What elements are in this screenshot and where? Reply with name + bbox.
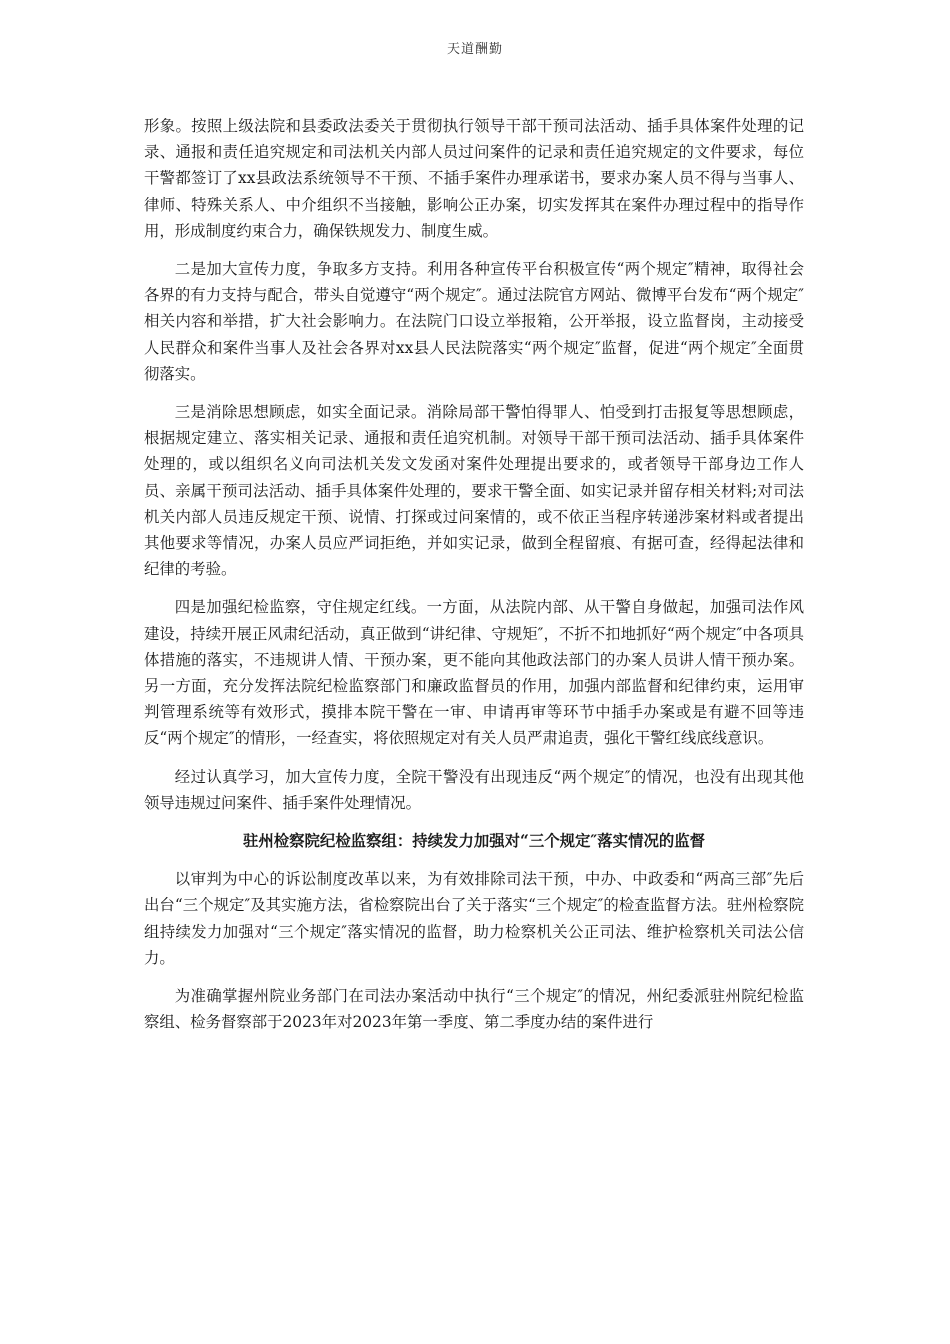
paragraph-recording: 三是消除思想顾虑，如实全面记录。消除局部干警怕得罪人、怕受到打击报复等思想顾虑，根据规定建立、落实相关记录、通报和责任追究机制。对领导干部干预司法活动、插手具体案件处理的，或以组织名义向司法机关发文发函对案件处理提出要求的，或者领导干部身边工作人员、亲属干预司法活动、插手具体案件处理的，要求干警全面、如实记录并留存相关材料;对司法机关内部人员违反规定干预、说情、打探或过问案情的，或不依正当程序转递涉案材料或者提出其他要求等情况，办案人员应严词拒绝，并如实记录，做到全程留痕、有据可查，经得起法律和纪律的考验。 <box>144 403 804 579</box>
paragraph-publicity: 二是加大宣传力度，争取多方支持。利用各种宣传平台积极宣传“两个规定″精神，取得社会各界的有力支持与配合，带头自觉遵守“两个规定″。通过法院官方网站、微博平台发布“两个规定″相关内容和举措，扩大社会影响力。在法院门口设立举报箱，公开举报，设立监督岗，主动接受人民群众和案件当事人及社会各界对xx县人民法院落实“两个规定″监督，促进“两个规定″全面贯彻落实。 <box>144 260 804 383</box>
paragraph-continuation: 形象。按照上级法院和县委政法委关于贯彻执行领导干部干预司法活动、插手具体案件处理的记录、通报和责任追究规定和司法机关内部人员过问案件的记录和责任追究规定的文件要求，每位干警都签订了xx县政法系统领导不干预、不插手案件办理承诺书，要求办案人员不得与当事人、律师、特殊关系人、中介组织不当接触，影响公正办案，切实发挥其在案件办理过程中的指导作用，形成制度约束合力，确保铁规发力、制度生威。 <box>144 117 804 240</box>
paragraph-discipline: 四是加强纪检监察，守住规定红线。一方面，从法院内部、从干警自身做起，加强司法作风建设，持续开展正风肃纪活动，真正做到“讲纪律、守规矩″，不折不扣地抓好“两个规定″中各项具体措施的落实，不违规讲人情、干预办案，更不能向其他政法部门的办案人员讲人情干预办案。另一方面，充分发挥法院纪检监察部门和廉政监督员的作用，加强内部监督和纪律约束，运用审判管理系统等有效形式，摸排本院干警在一审、申请再审等环节中插手办案或是有避不回等违反“两个规定″的情形，一经查实，将依照规定对有关人员严肃追责，强化干警红线底线意识。 <box>144 598 804 748</box>
page-header: 天道酬勤 <box>446 42 503 57</box>
paragraph-section-inspection: 为准确掌握州院业务部门在司法办案活动中执行“三个规定″的情况，州纪委派驻州院纪检监察组、检务督察部于2023年对2023年第一季度、第二季度办结的案件进行 <box>144 987 804 1032</box>
document-body <box>144 113 804 1048</box>
paragraph-section-intro: 以审判为中心的诉讼制度改革以来，为有效排除司法干预，中办、中政委和“两高三部″先后出台“三个规定″及其实施方法，省检察院出台了关于落实“三个规定″的检查监督方法。驻州检察院组持续发力加强对“三个规定″落实情况的监督，助力检察机关公正司法、维护检察机关司法公信力。 <box>144 870 804 967</box>
paragraph-summary: 经过认真学习，加大宣传力度，全院干警没有出现违反“两个规定″的情况，也没有出现其他领导违规过问案件、插手案件处理情况。 <box>144 767 804 812</box>
section-heading: 驻州检察院纪检监察组：持续发力加强对“三个规定″落实情况的监督 <box>242 832 706 851</box>
